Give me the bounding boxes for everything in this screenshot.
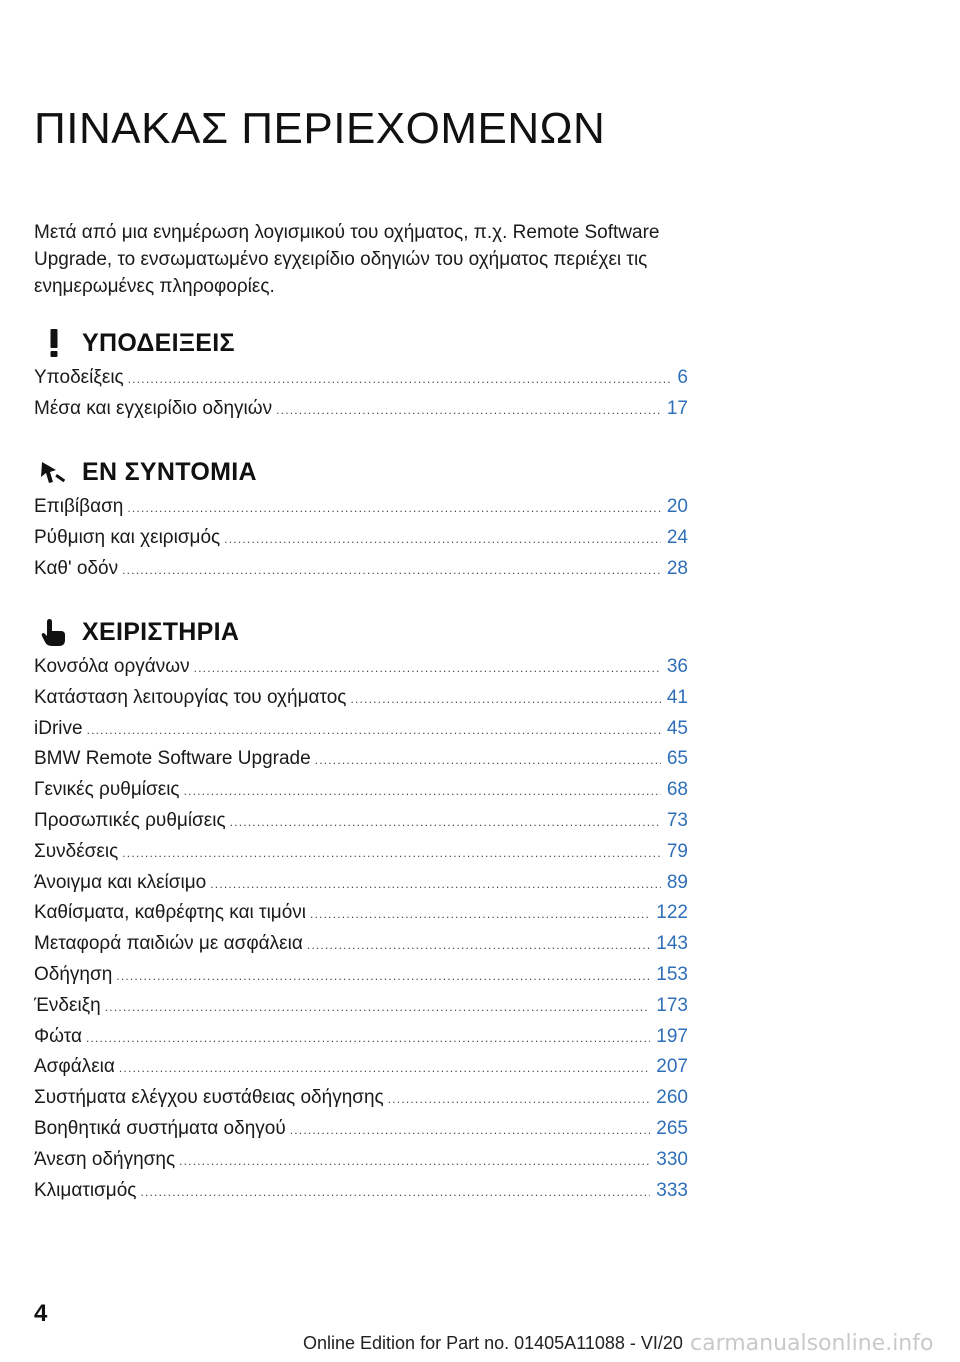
toc-entry[interactable] (34, 398, 688, 429)
toc-entry[interactable] (34, 718, 688, 749)
leader-dots (210, 877, 661, 891)
toc-entry-label: Κονσόλα οργάνων (34, 656, 190, 677)
toc-entry-page-link[interactable]: 153 (656, 963, 688, 985)
leader-dots (140, 1185, 650, 1199)
toc-entry-label: Κατάσταση λειτουργίας του οχήματος (34, 686, 347, 708)
toc-entry[interactable] (34, 1118, 688, 1149)
section-title: ΕΝ ΣΥΝΤΟΜΙΑ (82, 457, 257, 486)
toc-entry[interactable] (34, 872, 688, 903)
section-controls (34, 612, 688, 1210)
toc-entry-label: Υποδείξεις (34, 367, 124, 388)
toc-entry[interactable] (34, 1180, 688, 1211)
toc-entry[interactable] (34, 748, 688, 779)
toc-entry[interactable] (34, 1026, 688, 1057)
leader-dots (128, 372, 672, 386)
toc-entry-page-link[interactable]: 24 (666, 526, 688, 548)
page-title: ΠΙΝΑΚΑΣ ΠΕΡΙΕΧΟΜΕΝΩΝ (34, 104, 606, 153)
toc-entry-page-link[interactable]: 207 (656, 1056, 688, 1078)
toc-entry-label: Ρύθμιση και χειρισμός (34, 526, 221, 548)
toc-entry-page-link[interactable]: 6 (677, 367, 688, 388)
leader-dots (179, 1154, 650, 1168)
toc-entry-page-link[interactable]: 36 (666, 656, 688, 677)
toc-entry[interactable] (34, 496, 688, 527)
toc-entry-label: Συστήματα ελέγχου ευστάθειας οδήγησης (34, 1087, 384, 1109)
toc-entry[interactable] (34, 527, 688, 558)
toc-entry-label: BMW Remote Software Upgrade (34, 748, 311, 770)
toc-entry-page-link[interactable]: 265 (656, 1117, 688, 1139)
toc-entry[interactable] (34, 367, 688, 398)
leader-dots (224, 532, 661, 546)
toc-entry-label: Ασφάλεια (34, 1056, 115, 1078)
hand-pointer-icon (32, 612, 76, 652)
toc-entry-label: Μέσα και εγχειρίδιο οδηγιών (34, 397, 273, 419)
toc-entry-page-link[interactable]: 28 (666, 557, 688, 579)
toc-entry-label: Γενικές ρυθμίσεις (34, 779, 180, 801)
toc-entry[interactable] (34, 964, 688, 995)
toc-entry-page-link[interactable]: 143 (656, 933, 688, 955)
toc-entry-page-link[interactable]: 41 (666, 686, 688, 708)
toc-entry[interactable] (34, 1056, 688, 1087)
leader-dots (127, 501, 661, 515)
toc-entry-label: Καθ' οδόν (34, 557, 119, 579)
leader-dots (290, 1123, 651, 1137)
leader-dots (122, 846, 661, 860)
toc-entry[interactable] (34, 995, 688, 1026)
section-notes (34, 323, 688, 429)
leader-dots (87, 723, 661, 737)
toc-entry-label: Άνεση οδήγησης (34, 1148, 176, 1170)
section-title: ΧΕΙΡΙΣΤΗΡΙΑ (82, 617, 240, 646)
toc-entry[interactable] (34, 810, 688, 841)
page-number: 4 (34, 1300, 48, 1327)
toc-entry[interactable] (34, 933, 688, 964)
exclamation-icon (32, 323, 76, 363)
toc-list (34, 496, 688, 588)
leader-dots (194, 661, 661, 675)
pointer-arrow-icon (32, 452, 76, 492)
toc-entry-page-link[interactable]: 73 (666, 809, 688, 831)
toc-entry-page-link[interactable]: 122 (656, 902, 688, 924)
toc-entry-label: Καθίσματα, καθρέφτης και τιμόνι (34, 902, 307, 924)
toc-entry-page-link[interactable]: 330 (656, 1148, 688, 1170)
leader-dots (315, 753, 661, 767)
leader-dots (86, 1031, 650, 1045)
footer-edition: Online Edition for Part no. 01405A11088 - VI/20 (303, 1333, 683, 1353)
leader-dots (116, 969, 650, 983)
toc-entry-page-link[interactable]: 79 (666, 840, 688, 862)
leader-dots (122, 563, 661, 577)
toc-entry-label: iDrive (34, 717, 83, 739)
toc-entry-page-link[interactable]: 197 (656, 1025, 688, 1047)
leader-dots (230, 815, 661, 829)
toc-entry-page-link[interactable]: 173 (656, 994, 688, 1016)
toc-entry-page-link[interactable]: 45 (666, 717, 688, 739)
toc-entry[interactable] (34, 1087, 688, 1118)
section-at-a-glance (34, 452, 688, 588)
toc-entry-label: Ένδειξη (34, 994, 101, 1016)
toc-list (34, 367, 688, 429)
toc-entry-label: Μεταφορά παιδιών με ασφάλεια (34, 933, 303, 955)
toc-entry-page-link[interactable]: 65 (666, 748, 688, 770)
toc-entry-page-link[interactable]: 20 (666, 496, 688, 517)
toc-entry[interactable] (34, 841, 688, 872)
leader-dots (119, 1061, 650, 1075)
toc-list (34, 656, 688, 1210)
section-header (34, 452, 688, 492)
toc-entry-page-link[interactable]: 333 (656, 1179, 688, 1201)
section-title: ΥΠΟΔΕΙΞΕΙΣ (82, 328, 235, 357)
intro-paragraph: Μετά από μια ενημέρωση λογισμικού του οχήματος, π.χ. Remote Software Upgrade, το ενσωματωμένο εγχειρίδιο οδηγιών του οχήματος περιέχει τις ενημερωμένες πληροφορίες. (34, 222, 660, 297)
watermark: carmanualsonline.info (690, 1331, 934, 1356)
toc-entry[interactable] (34, 779, 688, 810)
leader-dots (105, 1000, 651, 1014)
leader-dots (388, 1092, 651, 1106)
toc-entry-page-link[interactable]: 89 (666, 871, 688, 893)
toc-entry[interactable] (34, 902, 688, 933)
toc-entry-label: Προσωπικές ρυθμίσεις (34, 809, 226, 831)
toc-entry-label: Άνοιγμα και κλείσιμο (34, 871, 207, 893)
toc-entry[interactable] (34, 558, 688, 589)
leader-dots (350, 692, 660, 706)
toc-entry-label: Συνδέσεις (34, 840, 119, 862)
leader-dots (307, 938, 650, 952)
toc-entry-label: Φώτα (34, 1025, 82, 1047)
toc-entry[interactable] (34, 1149, 688, 1180)
toc-entry-label: Κλιματισμός (34, 1179, 137, 1201)
toc-entry-label: Βοηθητικά συστήματα οδηγού (34, 1117, 286, 1139)
toc-entry-label: Οδήγηση (34, 963, 113, 985)
toc-entry-page-link[interactable]: 260 (656, 1087, 688, 1109)
leader-dots (184, 784, 661, 798)
section-header (34, 323, 688, 363)
section-header (34, 612, 688, 652)
leader-dots (276, 403, 661, 417)
toc-entry-label: Επιβίβαση (34, 496, 124, 517)
toc-entry[interactable] (34, 656, 688, 687)
leader-dots (310, 907, 650, 921)
toc-entry-page-link[interactable]: 68 (666, 779, 688, 801)
toc-entry[interactable] (34, 687, 688, 718)
toc-entry-page-link[interactable]: 17 (666, 397, 688, 419)
